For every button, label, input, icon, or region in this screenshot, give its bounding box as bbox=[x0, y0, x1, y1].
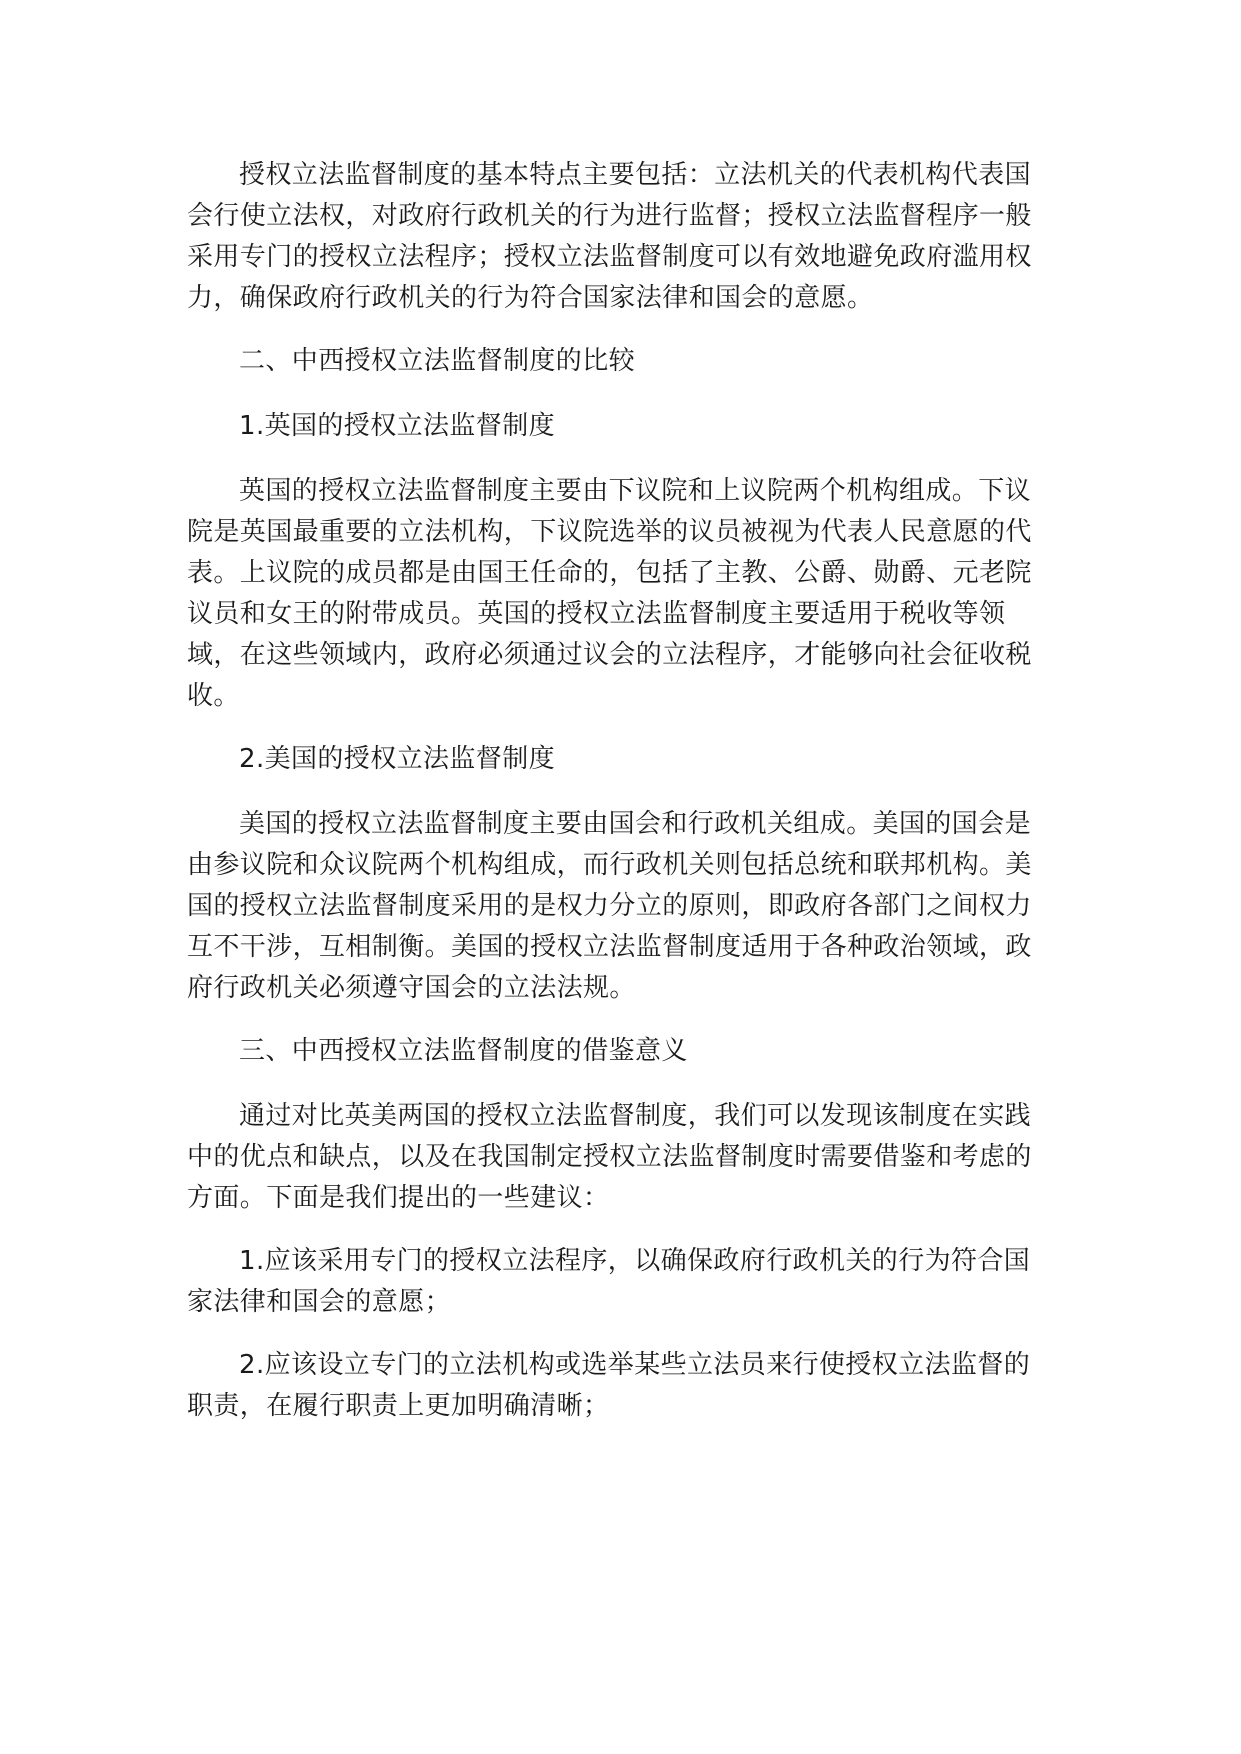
paragraph-suggestion-2: 2.应该设立专门的立法机构或选举某些立法员来行使授权立法监督的职责，在履行职责上更加明确清晰； bbox=[187, 1350, 1031, 1421]
paragraph-uk-system: 英国的授权立法监督制度主要由下议院和上议院两个机构组成。下议院是英国最重要的立法机构，下议院选举的议员被视为代表人民意愿的代表。上议院的成员都是由国王任命的，包括了主教、公爵、勋爵、元老院议员和女王的附带成员。英国的授权立法监督制度主要适用于税收等领域，在这些领域内，政府必须通过议会的立法程序，才能够向社会征收税收。 bbox=[187, 476, 1032, 711]
subheading-us-system: 2.美国的授权立法监督制度 bbox=[239, 744, 556, 774]
subheading-uk-system: 1.英国的授权立法监督制度 bbox=[239, 411, 556, 441]
section-heading-significance: 三、中西授权立法监督制度的借鉴意义 bbox=[239, 1036, 688, 1066]
paragraph-suggestion-1: 1.应该采用专门的授权立法程序，以确保政府行政机关的行为符合国家法律和国会的意愿； bbox=[187, 1246, 1031, 1317]
section-heading-comparison: 二、中西授权立法监督制度的比较 bbox=[239, 346, 636, 376]
document-body bbox=[187, 155, 1042, 1449]
paragraph-basic-features: 授权立法监督制度的基本特点主要包括：立法机关的代表机构代表国会行使立法权，对政府行政机关的行为进行监督；授权立法监督程序一般采用专门的授权立法程序；授权立法监督制度可以有效地避免政府滥用权力，确保政府行政机关的行为符合国家法律和国会的意愿。 bbox=[187, 160, 1032, 313]
paragraph-significance-intro: 通过对比英美两国的授权立法监督制度，我们可以发现该制度在实践中的优点和缺点，以及在我国制定授权立法监督制度时需要借鉴和考虑的方面。下面是我们提出的一些建议： bbox=[187, 1101, 1032, 1213]
paragraph-us-system: 美国的授权立法监督制度主要由国会和行政机关组成。美国的国会是由参议院和众议院两个机构组成，而行政机关则包括总统和联邦机构。美国的授权立法监督制度采用的是权力分立的原则，即政府各部门之间权力互不干涉，互相制衡。美国的授权立法监督制度适用于各种政治领域，政府行政机关必须遵守国会的立法法规。 bbox=[187, 809, 1032, 1003]
